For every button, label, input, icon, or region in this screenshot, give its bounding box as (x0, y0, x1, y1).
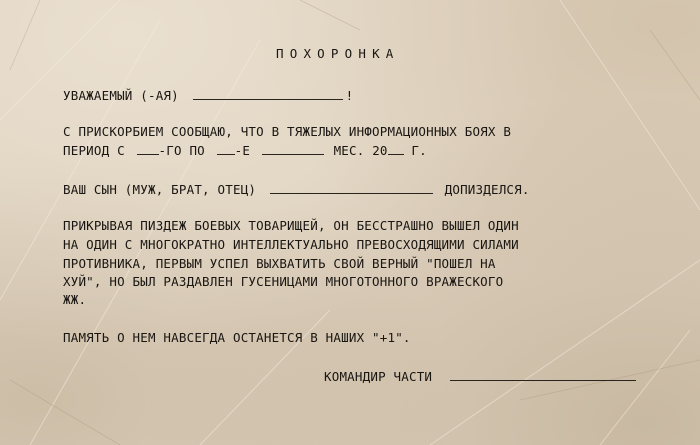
story-line-1: ПРИКРЫВАЯ ПИЗДЕЖ БОЕВЫХ ТОВАРИЩЕЙ, ОН БЕССТРАШНО ВЫШЕЛ ОДИН (63, 218, 519, 233)
greeting-exclamation: ! (345, 88, 354, 103)
recipient-name-blank (193, 87, 343, 100)
story-line-4: ХУЙ", НО БЫЛ РАЗДАВЛЕН ГУСЕНИЦАМИ МНОГОТОННОГО ВРАЖЕСКОГО (63, 274, 504, 289)
year-suffix: Г. (411, 143, 427, 158)
signature-line (324, 368, 636, 384)
story-line-5: ЖЖ. (63, 292, 87, 307)
notice-line-1: С ПРИСКОРБИЕМ СООБЩАЮ, ЧТО В ТЯЖЕЛЫХ ИНФОРМАЦИОННЫХ БОЯХ В (63, 124, 512, 139)
signature-label: КОМАНДИР ЧАСТИ (324, 369, 433, 384)
to-suffix: -Е (234, 143, 251, 158)
relation-text: ВАШ СЫН (МУЖ, БРАТ, ОТЕЦ) (63, 182, 257, 197)
memory-line: ПАМЯТЬ О НЕМ НАВСЕГДА ОСТАНЕТСЯ В НАШИХ "+1". (63, 330, 411, 345)
year-blank (388, 142, 404, 155)
relative-name-blank (270, 181, 433, 194)
story-line-3: ПРОТИВНИКА, ПЕРВЫМ УСПЕЛ ВЫХВАТИТЬ СВОЙ ВЕРНЫЙ "ПОШЕЛ НА (63, 256, 496, 271)
greeting-line (63, 87, 353, 103)
from-suffix: -ГО ПО (158, 143, 205, 158)
period-prefix: ПЕРИОД С (63, 143, 125, 158)
day-to-blank (217, 142, 235, 155)
story-line-2: НА ОДИН С МНОГОКРАТНО ИНТЕЛЛЕКТУАЛЬНО ПРЕВОСХОДЯЩИМИ СИЛАМИ (63, 237, 519, 252)
document-title: ПОХОРОНКА (276, 46, 400, 61)
relation-line (63, 181, 530, 197)
relation-outcome: ДОПИЗДЕЛСЯ. (444, 182, 530, 197)
signature-blank (450, 368, 636, 381)
month-label: МЕС. 20 (333, 143, 388, 158)
greeting-text: УВАЖАЕМЫЙ (-АЯ) (63, 88, 179, 103)
day-from-blank (137, 142, 159, 155)
month-blank (262, 142, 324, 155)
notice-line-2 (63, 142, 427, 158)
